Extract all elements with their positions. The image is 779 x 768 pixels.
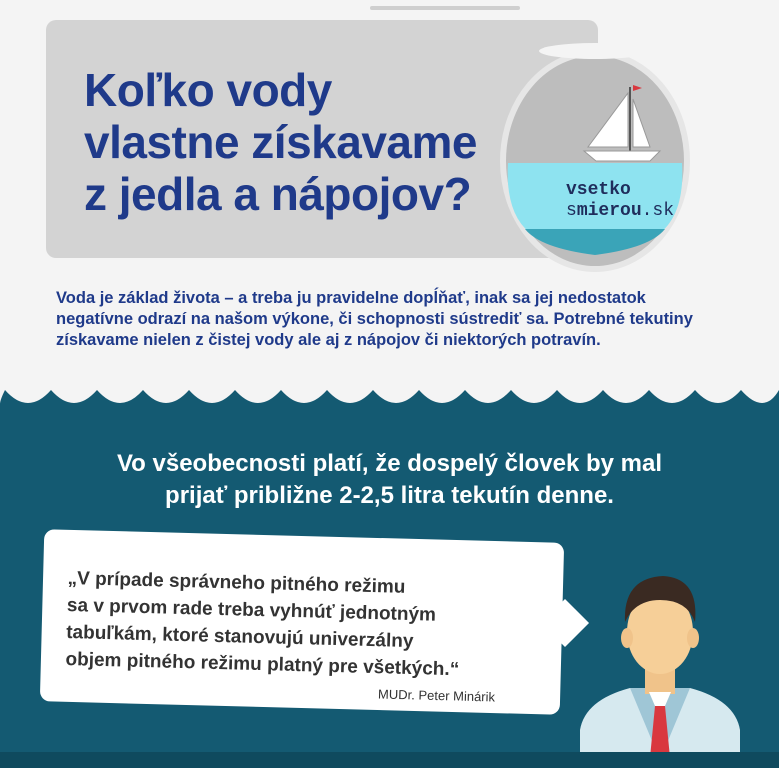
logo-text-line2: smierou.sk <box>566 201 675 221</box>
quote-line: tabuľkám, ktoré stanovujú univerzálny <box>65 621 414 653</box>
top-divider <box>370 6 520 10</box>
fishbowl-logo[interactable] <box>500 43 690 273</box>
title-line: Koľko vody <box>84 64 332 116</box>
title-line: vlastne získavame <box>84 116 477 168</box>
headline-line: Vo všeobecnosti platí, že dospelý človek by mal <box>116 450 663 477</box>
wave-border <box>0 386 779 426</box>
headline <box>0 448 779 512</box>
intro-line: získavame nielen z čistej vody ale aj z nápojov či niektorých potravín. <box>56 331 601 349</box>
headline-line: prijať približne 2-2,5 litra tekutín denne. <box>165 482 614 509</box>
quote-line: „V prípade správneho pitného režimu <box>67 567 406 598</box>
page-title <box>84 64 514 220</box>
doctor-avatar <box>575 560 745 768</box>
expert-quote <box>65 565 548 686</box>
intro-line: negatívne odrazí na našom výkone, či schopnosti sústrediť sa. Potrebné tekutiny <box>56 310 693 328</box>
intro-line: Voda je základ života – a treba ju pravidelne dopĺňať, inak sa jej nedostatok <box>56 289 646 307</box>
bottom-strip <box>0 752 779 768</box>
quote-author: MUDr. Peter Minárik <box>377 686 496 705</box>
quote-line: sa v prvom rade treba vyhnúť jednotným <box>66 594 437 626</box>
logo-text-line1: vsetko <box>566 180 631 200</box>
title-line: z jedla a nápojov? <box>84 168 472 220</box>
intro-paragraph <box>56 288 756 351</box>
quote-line: objem pitného režimu platný pre všetkých.“ <box>65 648 460 681</box>
